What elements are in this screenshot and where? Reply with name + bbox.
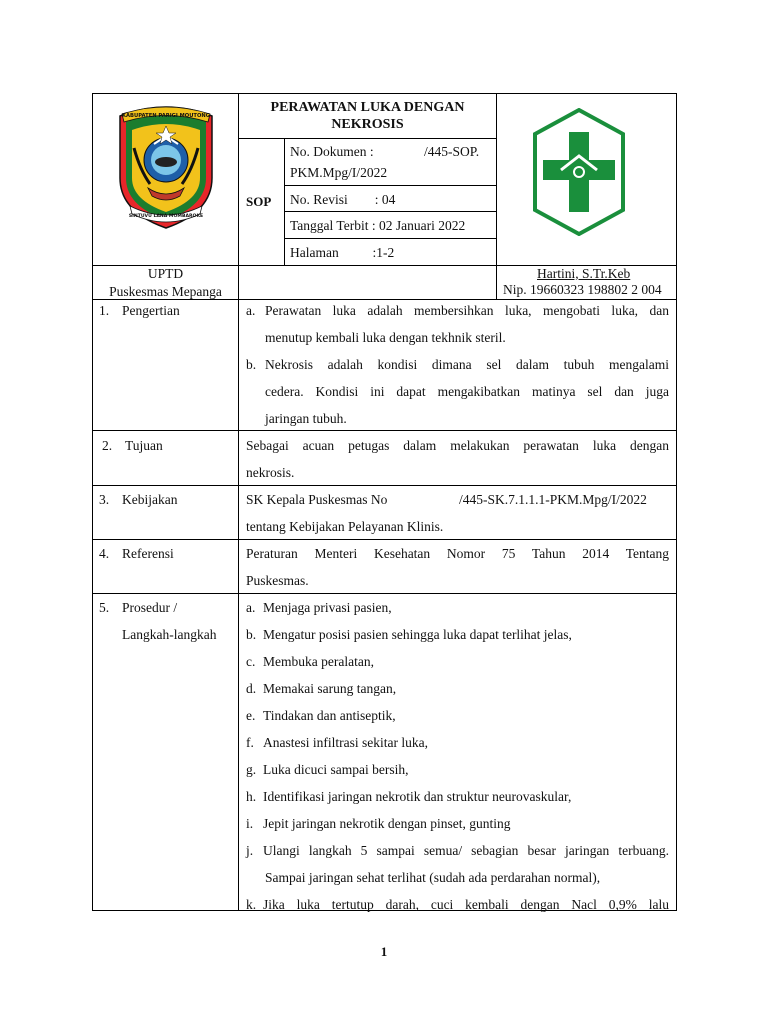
tanggal-bottom-line bbox=[284, 238, 497, 239]
section-5-label-line1: Prosedur / bbox=[122, 600, 178, 615]
section-5-label-line2: Langkah-langkah bbox=[122, 627, 217, 642]
doc-number-label: No. Dokumen : bbox=[290, 144, 374, 159]
s3-line2: tentang Kebijakan Pelayanan Klinis. bbox=[246, 519, 444, 534]
s1-item-a-line2: menutup kembali luka dengan tekhnik steril. bbox=[265, 330, 506, 345]
section-3-label: Kebijakan bbox=[122, 492, 178, 507]
procedure-step-text: Identifikasi jaringan nekrotik dan struktur neurovaskular, bbox=[263, 789, 572, 804]
s1-item-b-line3: jaringan tubuh. bbox=[265, 411, 347, 426]
org-unit-line1: UPTD bbox=[147, 266, 184, 281]
procedure-step-text: Menjaga privasi pasien, bbox=[263, 600, 392, 615]
s4-line1: Peraturan Menteri Kesehatan Nomor 75 Tahun 2014 Tentang bbox=[246, 546, 669, 561]
procedure-step-marker: f. bbox=[246, 735, 254, 750]
s1-item-b-line2: cedera. Kondisi ini dapat mengakibatkan matinya sel dan juga bbox=[265, 384, 669, 399]
procedure-step-text: Tindakan dan antiseptik, bbox=[263, 708, 396, 723]
signatory-nip: Nip. 19660323 198802 2 004 bbox=[503, 282, 662, 297]
revision-number: No. Revisi : 04 bbox=[290, 192, 396, 207]
emblem-top-text: KABUPATEN PARIGI MOUTONG bbox=[122, 113, 210, 119]
s3-line1-right: /445-SK.7.1.1.1-PKM.Mpg/I/2022 bbox=[459, 492, 647, 507]
section-5-number: 5. bbox=[99, 600, 110, 615]
procedure-step-marker: k. bbox=[246, 897, 257, 912]
procedure-step-text: Mengatur posisi pasien sehingga luka dapat terlihat jelas, bbox=[263, 627, 572, 642]
procedure-step-text: Luka dicuci sampai bersih, bbox=[263, 762, 409, 777]
section-line-1 bbox=[92, 430, 677, 431]
docno-bottom-line bbox=[284, 185, 497, 186]
s1-item-b-marker: b. bbox=[246, 357, 257, 372]
procedure-step-text: Ulangi langkah 5 sampai semua/ sebagian besar jaringan terbuang. bbox=[263, 843, 669, 858]
procedure-step-marker: g. bbox=[246, 762, 257, 777]
page-count: Halaman :1-2 bbox=[290, 245, 395, 260]
emblem-bottom-text: SINTUVU LANA MOMBAROKE bbox=[128, 214, 204, 219]
procedure-step-text: Memakai sarung tangan, bbox=[263, 681, 397, 696]
s1-item-b-line1: Nekrosis adalah kondisi dimana sel dalam tubuh mengalami bbox=[265, 357, 669, 372]
sop-label: SOP bbox=[246, 194, 272, 209]
issue-date: Tanggal Terbit : 02 Januari 2022 bbox=[290, 218, 466, 233]
document-title-line2: NEKROSIS bbox=[331, 117, 404, 132]
doc-number-line2: PKM.Mpg/I/2022 bbox=[290, 165, 388, 180]
procedure-step-text: Sampai jaringan sehat terlihat (sudah ada perdarahan normal), bbox=[265, 870, 601, 885]
document-title-line1: PERAWATAN LUKA DENGAN bbox=[270, 100, 465, 115]
org-unit-line2: Puskesmas Mepanga bbox=[109, 284, 222, 299]
procedure-step-marker: h. bbox=[246, 789, 257, 804]
s4-line2: Puskesmas. bbox=[246, 573, 309, 588]
procedure-step-marker: c. bbox=[246, 654, 256, 669]
doc-number-value: /445-SOP. bbox=[424, 144, 480, 159]
procedure-step-marker: j. bbox=[246, 843, 254, 858]
table-border-left bbox=[92, 93, 93, 911]
s2-line1: Sebagai acuan petugas dalam melakukan perawatan luka dengan bbox=[246, 438, 669, 453]
table-border-top bbox=[92, 93, 677, 94]
s3-line1-left: SK Kepala Puskesmas No bbox=[246, 492, 388, 507]
puskesmas-logo bbox=[531, 108, 627, 236]
procedure-step-text: Jepit jaringan nekrotik dengan pinset, gunting bbox=[263, 816, 511, 831]
s2-line2: nekrosis. bbox=[246, 465, 295, 480]
section-3-number: 3. bbox=[99, 492, 110, 507]
procedure-step-marker: b. bbox=[246, 627, 257, 642]
procedure-step-marker: d. bbox=[246, 681, 257, 696]
s1-item-a-line1: Perawatan luka adalah membersihkan luka, mengobati luka, dan bbox=[265, 303, 669, 318]
section-2-number: 2. bbox=[102, 438, 113, 453]
page-number: 1 bbox=[380, 944, 388, 959]
content-divider bbox=[238, 299, 239, 911]
regency-emblem-logo bbox=[112, 100, 220, 232]
table-border-right bbox=[676, 93, 677, 911]
title-bottom-line bbox=[238, 138, 497, 139]
signatory-name: Hartini, S.Tr.Keb bbox=[537, 266, 631, 281]
sop-divider bbox=[284, 138, 285, 265]
procedure-step-text: Membuka peralatan, bbox=[263, 654, 374, 669]
procedure-step-text: Anastesi infiltrasi sekitar luka, bbox=[263, 735, 428, 750]
section-2-label: Tujuan bbox=[125, 438, 163, 453]
procedure-step-text: Jika luka tertutup darah, cuci kembali dengan Nacl 0,9% lalu bbox=[263, 897, 669, 912]
section-4-number: 4. bbox=[99, 546, 110, 561]
section-4-label: Referensi bbox=[122, 546, 174, 561]
header-divider-2 bbox=[496, 93, 497, 300]
procedure-step-marker: i. bbox=[246, 816, 254, 831]
section-line-2 bbox=[92, 485, 677, 486]
s1-item-a-marker: a. bbox=[246, 303, 256, 318]
procedure-step-marker: e. bbox=[246, 708, 256, 723]
revisi-bottom-line bbox=[284, 211, 497, 212]
section-1-number: 1. bbox=[99, 303, 110, 318]
section-line-4 bbox=[92, 593, 677, 594]
section-1-label: Pengertian bbox=[122, 303, 180, 318]
procedure-step-marker: a. bbox=[246, 600, 256, 615]
